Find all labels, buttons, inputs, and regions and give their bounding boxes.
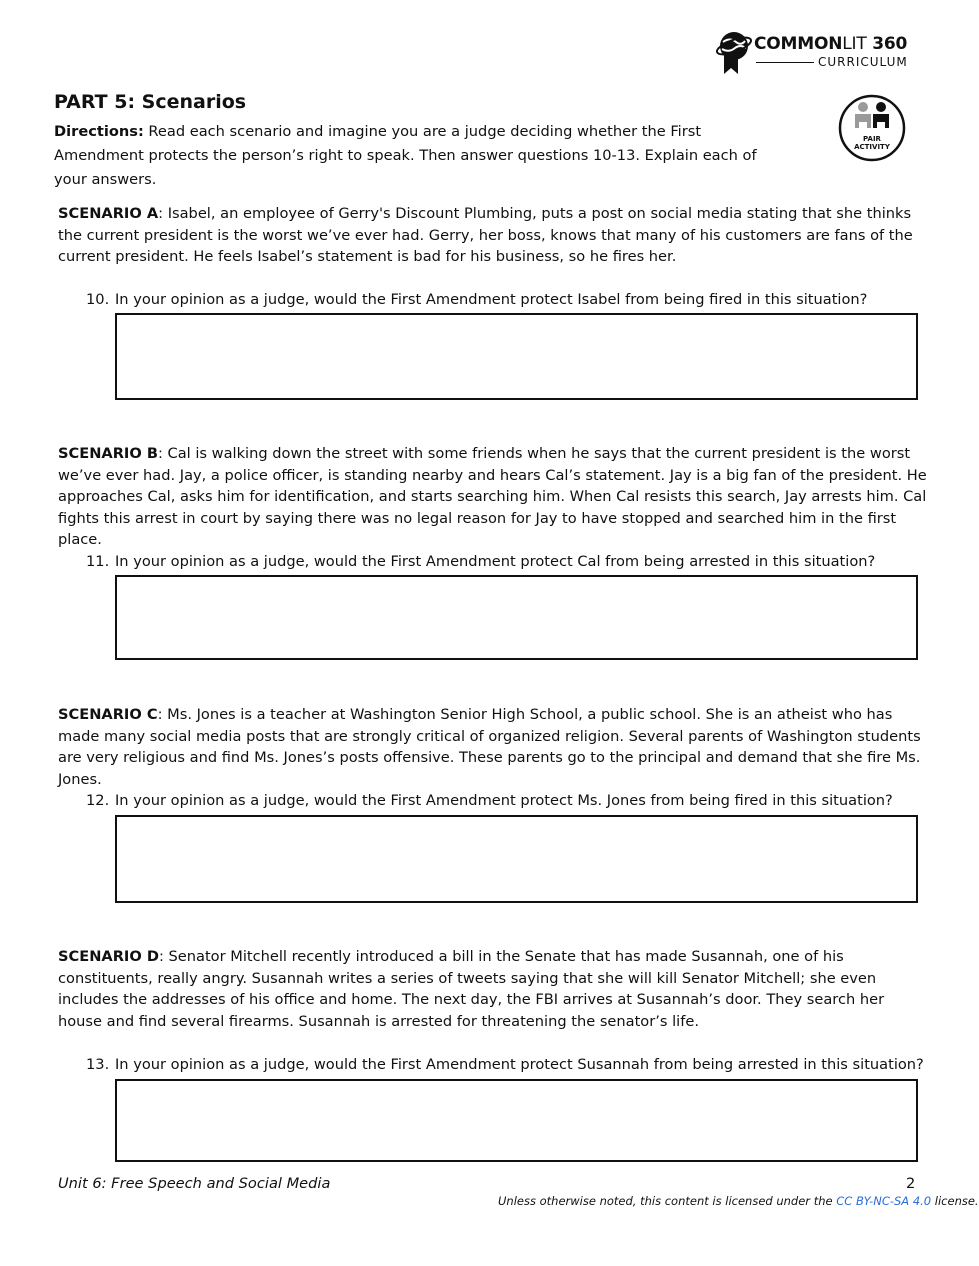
svg-text:ACTIVITY: ACTIVITY (854, 143, 890, 151)
directions-label: Directions: (54, 123, 144, 140)
scenario-c (58, 704, 928, 790)
answer-box-13[interactable] (115, 1079, 918, 1162)
footer-unit-title: Unit 6: Free Speech and Social Media (58, 1175, 331, 1192)
scenario-text: : Ms. Jones is a teacher at Washington Senior High School, a public school. She is an atheist who has made many social media posts that are strongly critical of organized religion. Several parents of Washington students are very religious and find Ms. Jones’s posts offensive. These parents go to the principal and demand that she fire Ms. Jones. (58, 706, 921, 788)
pair-activity-badge (838, 94, 906, 162)
scenario-a (58, 203, 928, 268)
question-text: In your opinion as a judge, would the First Amendment protect Susannah from being arrested in this situation? (115, 1056, 924, 1073)
scenario-text: : Cal is walking down the street with some friends when he says that the current president is the worst we’ve ever had. Jay, a police officer, is standing nearby and hears Cal’s statement. Jay is a big fan of the president. He approaches Cal, asks him for identification, and starts searching him. When Cal resists this search, Jay arrests him. Cal fights this arrest in court by saying there was no legal reason for Jay to have stopped and searched him in the first place. (58, 445, 927, 548)
question-text: In your opinion as a judge, would the First Amendment protect Ms. Jones from being fired in this situation? (115, 792, 893, 809)
directions (54, 120, 789, 192)
license-link[interactable]: CC BY-NC-SA 4.0 (836, 1194, 932, 1208)
scenario-label: SCENARIO B (58, 445, 158, 462)
scenario-b (58, 443, 928, 551)
scenario-text: : Isabel, an employee of Gerry's Discount Plumbing, puts a post on social media stating that she thinks the current president is the worst we’ve ever had. Gerry, her boss, knows that many of his customers are fans of the current president. He feels Isabel’s statement is bad for his business, so he fires her. (58, 205, 913, 265)
scenario-label: SCENARIO A (58, 205, 159, 222)
question-10 (86, 290, 867, 310)
directions-text: Read each scenario and imagine you are a judge deciding whether the First Amendment protects the person’s right to speak. Then answer questions 10-13. Explain each of your answers. (54, 123, 757, 188)
answer-box-12[interactable] (115, 815, 918, 903)
globe-ribbon-icon (714, 28, 754, 78)
question-number: 12. (86, 792, 110, 809)
question-text: In your opinion as a judge, would the First Amendment protect Cal from being arrested in this situation? (115, 553, 876, 570)
question-number: 10. (86, 291, 110, 308)
question-12 (86, 791, 893, 811)
logo-wordmark: COMMONLIT 360 (754, 34, 908, 54)
logo-divider (756, 62, 814, 63)
question-text: In your opinion as a judge, would the First Amendment protect Isabel from being fired in this situation? (115, 291, 868, 308)
question-13 (86, 1055, 924, 1075)
scenario-label: SCENARIO C (58, 706, 158, 723)
scenario-text: : Senator Mitchell recently introduced a bill in the Senate that has made Susannah, one of his constituents, really angry. Susannah writes a series of tweets saying that she will kill Senator Mitchell; she even includes the addresses of his office and home. The next day, the FBI arrives at Susannah’s door. They search her house and find several firearms. Susannah is arrested for threatening the senator’s life. (58, 948, 885, 1030)
question-11 (86, 552, 875, 572)
scenario-d (58, 946, 928, 1032)
scenario-label: SCENARIO D (58, 948, 159, 965)
question-number: 11. (86, 553, 110, 570)
logo-subtitle: CURRICULUM (818, 55, 908, 69)
page-title: PART 5: Scenarios (54, 91, 247, 113)
pair-activity-icon (838, 94, 906, 162)
answer-box-11[interactable] (115, 575, 918, 660)
page-number: 2 (906, 1175, 916, 1192)
answer-box-10[interactable] (115, 313, 918, 400)
question-number: 13. (86, 1056, 110, 1073)
license-notice: Unless otherwise noted, this content is licensed under the CC BY-NC-SA 4.0 license. (498, 1194, 979, 1208)
svg-text:PAIR: PAIR (863, 135, 881, 143)
